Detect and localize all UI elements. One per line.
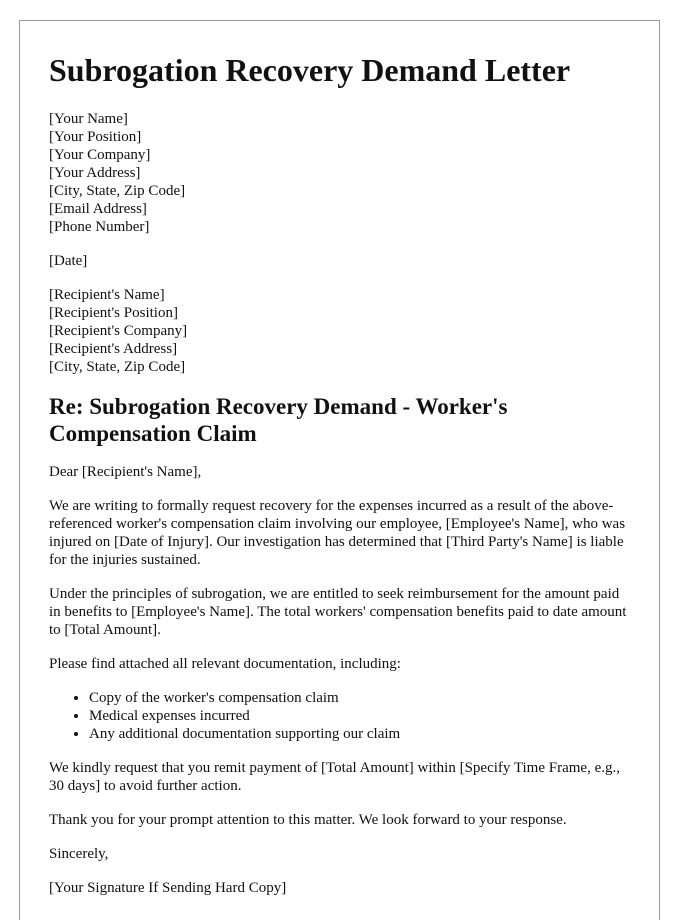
- sender-email: [Email Address]: [49, 201, 147, 217]
- recipient-block: [49, 286, 630, 376]
- body-paragraph: Under the principles of subrogation, we are entitled to seek reimbursement for the amount paid in benefits to [Employee's Name]. The total workers' compensation benefits paid to date amount to [Total Amount].: [49, 586, 627, 638]
- recipient-city-state-zip: [City, State, Zip Code]: [49, 359, 186, 375]
- sender-phone: [Phone Number]: [49, 219, 150, 235]
- sender-city-state-zip: [City, State, Zip Code]: [49, 183, 186, 199]
- recipient-name: [Recipient's Name]: [49, 287, 165, 303]
- letter-date: [Date]: [49, 253, 88, 269]
- list-item: • Medical expenses incurred: [89, 707, 630, 725]
- sender-name: [Your Name]: [49, 111, 128, 127]
- body-paragraph: We kindly request that you remit payment of [Total Amount] within [Specify Time Frame, e.g., 30 days] to avoid further action.: [49, 760, 620, 794]
- recipient-position: [Recipient's Position]: [49, 305, 178, 321]
- list-item: • Any additional documentation supporting our claim: [89, 725, 630, 743]
- sender-block: [49, 110, 630, 236]
- signature-line: [Your Signature If Sending Hard Copy]: [49, 880, 287, 896]
- letter-title: Subrogation Recovery Demand Letter: [49, 52, 571, 88]
- signoff: Sincerely,: [49, 846, 109, 862]
- sender-address: [Your Address]: [49, 165, 141, 181]
- salutation: Dear [Recipient's Name],: [49, 464, 202, 480]
- body-paragraph: We are writing to formally request recovery for the expenses incurred as a result of the above-referenced worker's compensation claim involving our employee, [Employee's Name], who was injured on [Date of Injury]. Our investigation has determined that [Third Party's Name] is liable for the injuries sustained.: [49, 498, 626, 568]
- date-block: [49, 252, 630, 270]
- recipient-address: [Recipient's Address]: [49, 341, 178, 357]
- subject-heading: Re: Subrogation Recovery Demand - Worker's Compensation Claim: [49, 394, 508, 446]
- letter-page: [19, 20, 660, 920]
- attachments-list: [49, 689, 630, 743]
- body-paragraph: Please find attached all relevant documentation, including:: [49, 656, 401, 672]
- sender-company: [Your Company]: [49, 147, 151, 163]
- sender-position: [Your Position]: [49, 129, 142, 145]
- recipient-company: [Recipient's Company]: [49, 323, 188, 339]
- list-item: • Copy of the worker's compensation claim: [89, 689, 630, 707]
- body-paragraph: Thank you for your prompt attention to this matter. We look forward to your response.: [49, 812, 567, 828]
